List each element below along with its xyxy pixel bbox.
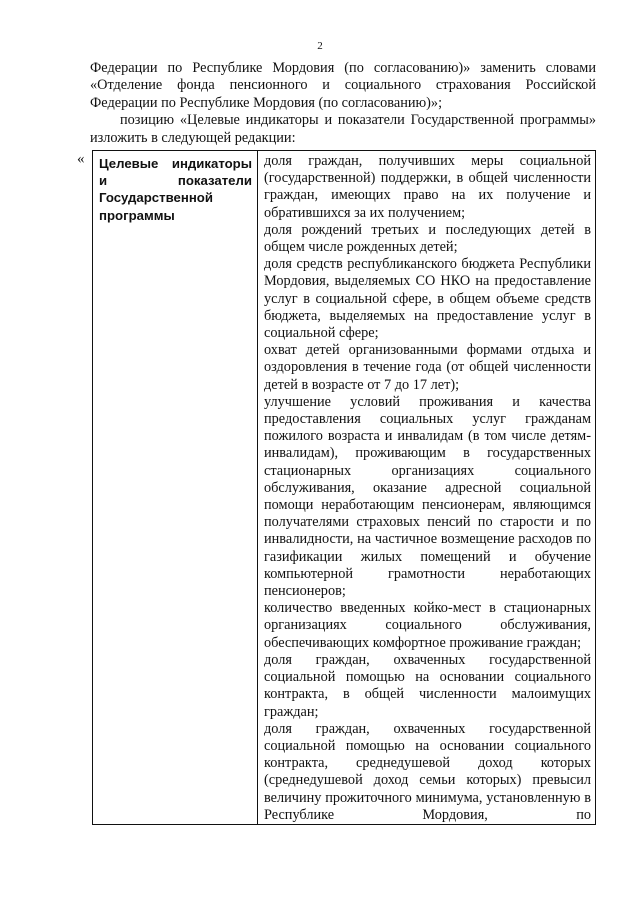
indicators-table (92, 150, 596, 825)
list-item: доля граждан, охваченных государственной социальной помощью на основании социального контракта, среднедушевой доход которых (среднедушевой доход семьи которых) превысил величину прожиточного минимума, установленную в Республике Мордовия, по (264, 720, 591, 823)
list-item: доля граждан, охваченных государственной социальной помощью на основании социального контракта, в общей численности малоимущих граждан; (264, 651, 591, 720)
table-heading: Целевые индикаторы и показатели Государственной программы (99, 156, 252, 223)
table-content-cell (258, 151, 596, 825)
list-item: количество введенных койко-мест в стационарных организациях социального обслуживания, обеспечивающих комфортное проживание граждан; (264, 600, 591, 651)
list-item: улучшение условий проживания и качества предоставления социальных услуг гражданам пожилого возраста и инвалидам (в том числе детям-инвалидам), проживающим в государственных стационарных организациях социального обслуживания, оказание адресной социальной помощи неработающим пенсионерам, являющимся получателями страховых пенсий по старости и по инвалидности, на частичное возмещение расходов по газификации жилых помещений и обучение компьютерной грамотности неработающих пенсионеров; (264, 393, 591, 600)
list-item: доля граждан, получивших меры социальной (государственной) поддержки, в общей численности граждан, имеющих право на их получение и обратившихся за их получением; (264, 153, 591, 221)
table-row (93, 151, 596, 825)
list-item: доля рождений третьих и последующих детей в общем числе рожденных детей; (264, 221, 591, 256)
page-number: 2 (317, 40, 323, 52)
list-item: охват детей организованными формами отдыха и оздоровления в течение года (от общей численности детей в возрасте от 7 до 17 лет); (264, 342, 591, 393)
list-item: доля средств республиканского бюджета Республики Мордовия, выделяемых СО НКО на предоставление услуг в социальной сфере, в общем объеме средств бюджета, выделяемых на предоставление услуг в социальной сфере; (264, 256, 591, 342)
intro-text (90, 60, 596, 147)
opening-quote: « (77, 151, 85, 167)
intro-paragraph-2: позицию «Целевые индикаторы и показатели Государственной программы» изложить в следующей редакции: (90, 112, 596, 146)
table-heading-cell (93, 151, 258, 825)
intro-paragraph-1: Федерации по Республике Мордовия (по согласованию)» заменить словами «Отделение фонда пенсионного и социального страхования Российской Федерации по Республике Мордовия (по согласованию)»; (90, 60, 596, 111)
